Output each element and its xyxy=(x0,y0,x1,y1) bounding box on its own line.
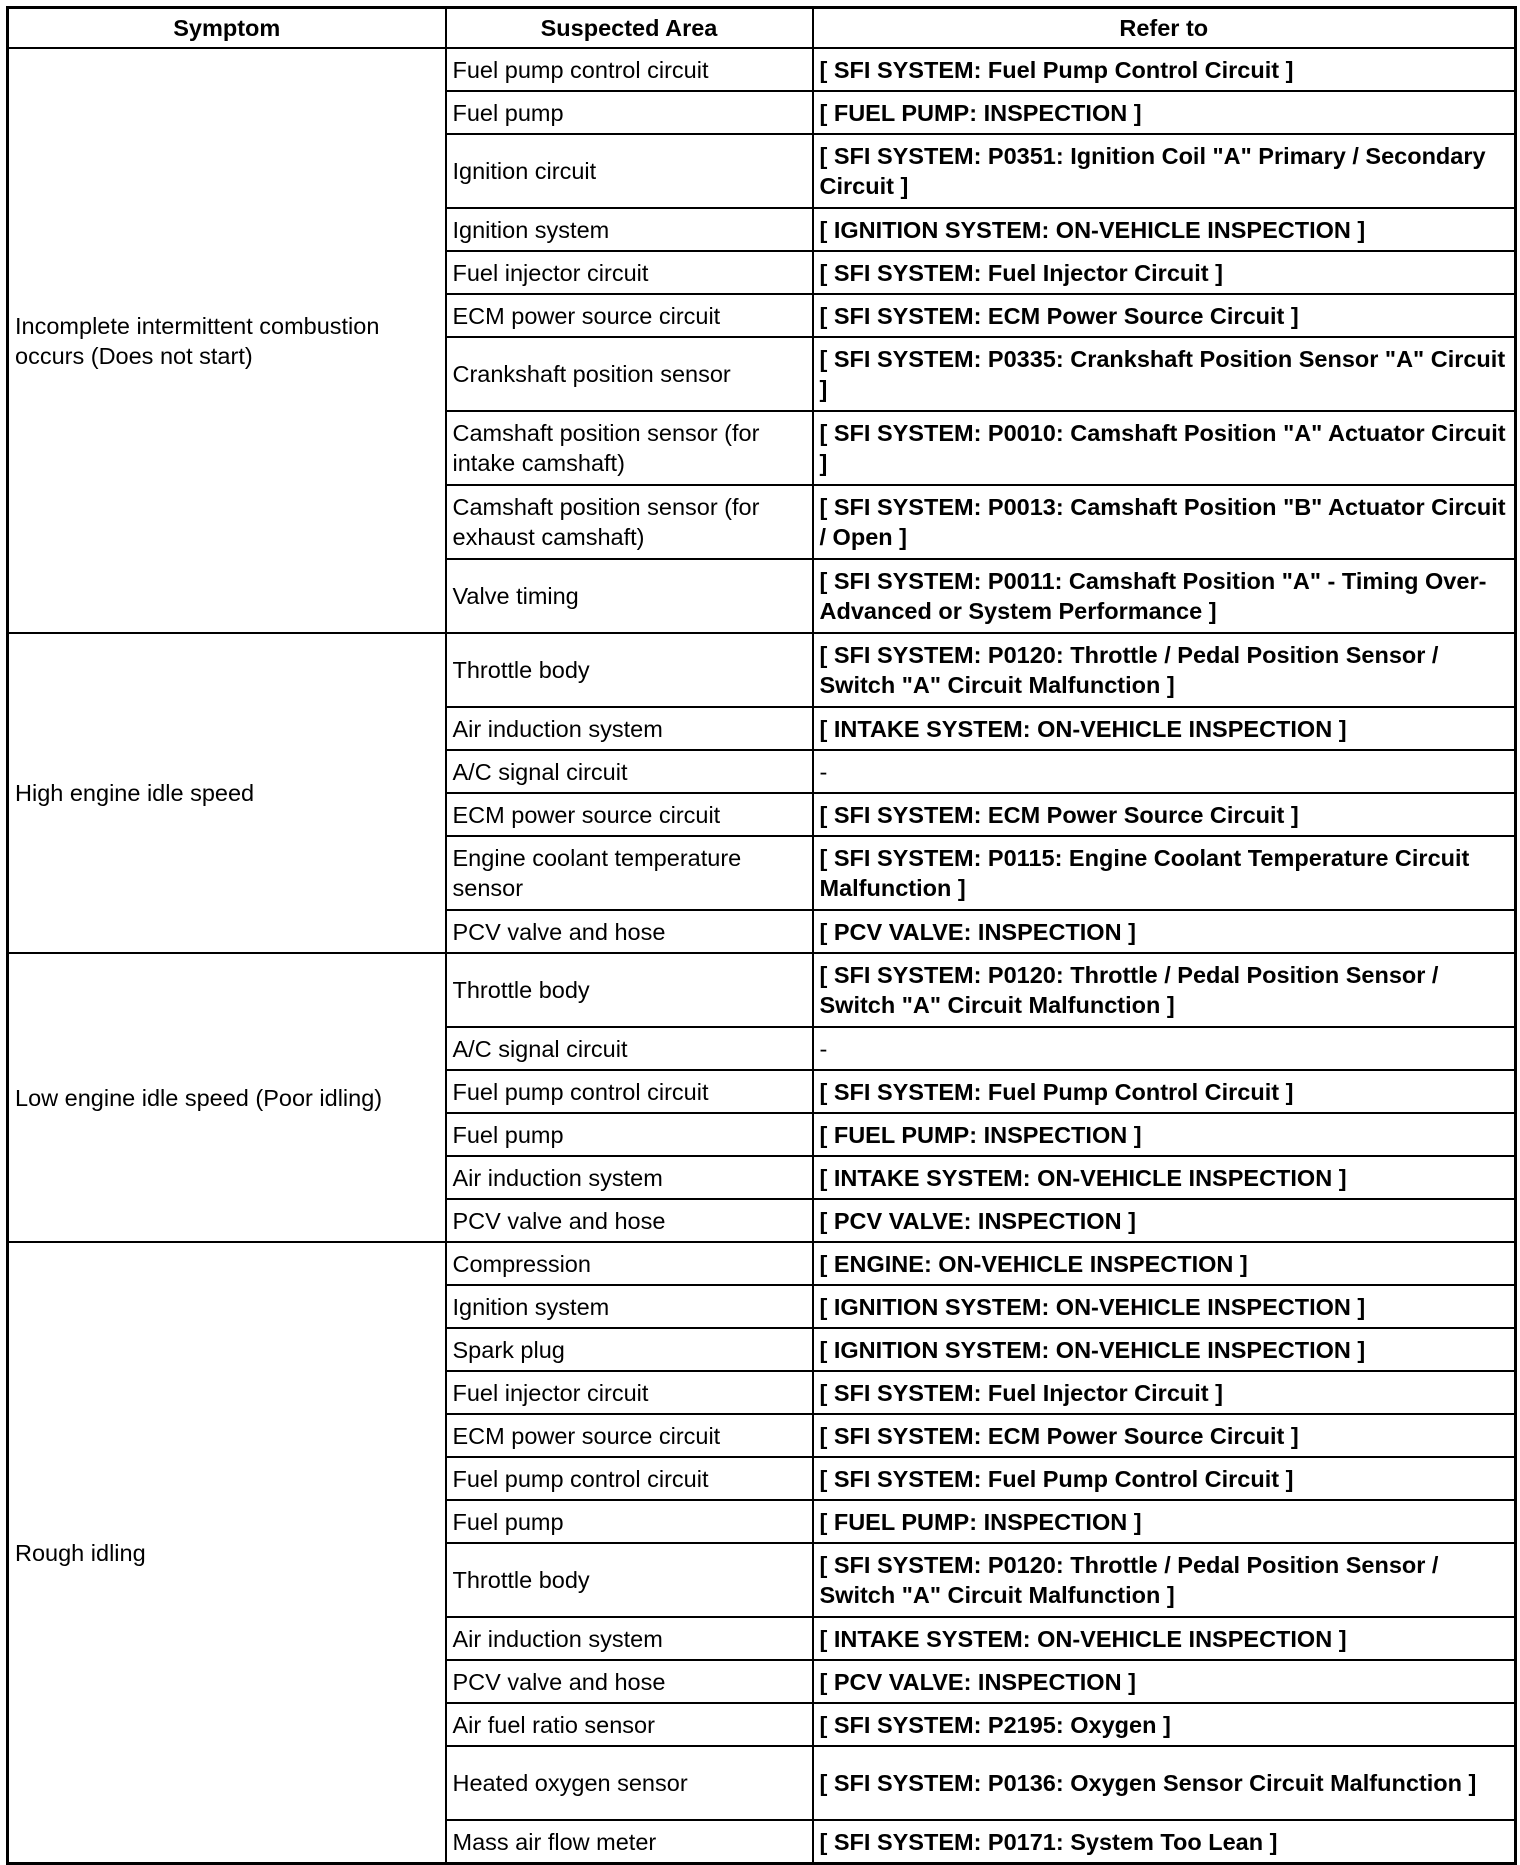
reference-link[interactable]: [ PCV VALVE: INSPECTION ] xyxy=(813,910,1516,953)
suspected-area-cell: PCV valve and hose xyxy=(446,1199,813,1242)
reference-link[interactable]: [ SFI SYSTEM: P0136: Oxygen Sensor Circuit Malfunction ] xyxy=(813,1746,1516,1820)
suspected-area-cell: PCV valve and hose xyxy=(446,910,813,953)
reference-link[interactable]: [ INTAKE SYSTEM: ON-VEHICLE INSPECTION ] xyxy=(813,707,1516,750)
reference-link[interactable]: [ SFI SYSTEM: P0351: Ignition Coil "A" Primary / Secondary Circuit ] xyxy=(813,134,1516,208)
suspected-area-cell: Air induction system xyxy=(446,1156,813,1199)
reference-link[interactable]: [ SFI SYSTEM: Fuel Pump Control Circuit ] xyxy=(813,1070,1516,1113)
suspected-area-cell: Valve timing xyxy=(446,559,813,633)
table-row xyxy=(8,1242,1516,1285)
reference-cell-empty: - xyxy=(813,1027,1516,1070)
refer-to-header: Refer to xyxy=(813,8,1516,49)
reference-link[interactable]: [ SFI SYSTEM: ECM Power Source Circuit ] xyxy=(813,793,1516,836)
reference-link[interactable]: [ SFI SYSTEM: Fuel Injector Circuit ] xyxy=(813,1371,1516,1414)
suspected-area-cell: Compression xyxy=(446,1242,813,1285)
reference-link[interactable]: [ INTAKE SYSTEM: ON-VEHICLE INSPECTION ] xyxy=(813,1156,1516,1199)
suspected-area-cell: Ignition circuit xyxy=(446,134,813,208)
suspected-area-cell: Ignition system xyxy=(446,1285,813,1328)
suspected-area-cell: Fuel pump control circuit xyxy=(446,1070,813,1113)
reference-link[interactable]: [ SFI SYSTEM: P0120: Throttle / Pedal Position Sensor / Switch "A" Circuit Malfunction ] xyxy=(813,953,1516,1027)
suspected-area-cell: Mass air flow meter xyxy=(446,1820,813,1864)
reference-link[interactable]: [ IGNITION SYSTEM: ON-VEHICLE INSPECTION ] xyxy=(813,1328,1516,1371)
suspected-area-cell: Spark plug xyxy=(446,1328,813,1371)
reference-link[interactable]: [ ENGINE: ON-VEHICLE INSPECTION ] xyxy=(813,1242,1516,1285)
suspected-area-cell: Throttle body xyxy=(446,633,813,707)
suspected-area-cell: Air induction system xyxy=(446,707,813,750)
suspected-area-cell: Throttle body xyxy=(446,953,813,1027)
reference-link[interactable]: [ PCV VALVE: INSPECTION ] xyxy=(813,1199,1516,1242)
reference-link[interactable]: [ SFI SYSTEM: Fuel Pump Control Circuit ] xyxy=(813,1457,1516,1500)
suspected-area-cell: ECM power source circuit xyxy=(446,1414,813,1457)
suspected-area-cell: PCV valve and hose xyxy=(446,1660,813,1703)
suspected-area-cell: Crankshaft position sensor xyxy=(446,337,813,411)
suspected-area-cell: Camshaft position sensor (for exhaust camshaft) xyxy=(446,485,813,559)
suspected-area-cell: Heated oxygen sensor xyxy=(446,1746,813,1820)
reference-link[interactable]: [ SFI SYSTEM: Fuel Pump Control Circuit ] xyxy=(813,48,1516,91)
reference-link[interactable]: [ SFI SYSTEM: P0010: Camshaft Position "A" Actuator Circuit ] xyxy=(813,411,1516,485)
reference-link[interactable]: [ SFI SYSTEM: P0171: System Too Lean ] xyxy=(813,1820,1516,1864)
reference-cell-empty: - xyxy=(813,750,1516,793)
suspected-area-cell: Fuel pump control circuit xyxy=(446,1457,813,1500)
table-row xyxy=(8,633,1516,707)
suspected-area-cell: A/C signal circuit xyxy=(446,1027,813,1070)
reference-link[interactable]: [ INTAKE SYSTEM: ON-VEHICLE INSPECTION ] xyxy=(813,1617,1516,1660)
reference-link[interactable]: [ SFI SYSTEM: ECM Power Source Circuit ] xyxy=(813,1414,1516,1457)
suspected-area-cell: Air induction system xyxy=(446,1617,813,1660)
suspected-area-cell: Ignition system xyxy=(446,208,813,251)
reference-link[interactable]: [ PCV VALVE: INSPECTION ] xyxy=(813,1660,1516,1703)
suspected-area-cell: Fuel pump control circuit xyxy=(446,48,813,91)
troubleshooting-table xyxy=(6,6,1517,1865)
suspected-area-header: Suspected Area xyxy=(446,8,813,49)
suspected-area-cell: Throttle body xyxy=(446,1543,813,1617)
reference-link[interactable]: [ IGNITION SYSTEM: ON-VEHICLE INSPECTION ] xyxy=(813,208,1516,251)
symptom-cell: Incomplete intermittent combustion occurs (Does not start) xyxy=(8,48,446,633)
table-row xyxy=(8,953,1516,1027)
reference-link[interactable]: [ IGNITION SYSTEM: ON-VEHICLE INSPECTION ] xyxy=(813,1285,1516,1328)
suspected-area-cell: Fuel injector circuit xyxy=(446,1371,813,1414)
reference-link[interactable]: [ SFI SYSTEM: P2195: Oxygen ] xyxy=(813,1703,1516,1746)
reference-link[interactable]: [ SFI SYSTEM: Fuel Injector Circuit ] xyxy=(813,251,1516,294)
reference-link[interactable]: [ FUEL PUMP: INSPECTION ] xyxy=(813,91,1516,134)
reference-link[interactable]: [ SFI SYSTEM: P0115: Engine Coolant Temperature Circuit Malfunction ] xyxy=(813,836,1516,910)
suspected-area-cell: Fuel injector circuit xyxy=(446,251,813,294)
table-row xyxy=(8,48,1516,91)
symptom-cell: High engine idle speed xyxy=(8,633,446,953)
suspected-area-cell: Camshaft position sensor (for intake camshaft) xyxy=(446,411,813,485)
suspected-area-cell: ECM power source circuit xyxy=(446,793,813,836)
reference-link[interactable]: [ FUEL PUMP: INSPECTION ] xyxy=(813,1113,1516,1156)
reference-link[interactable]: [ SFI SYSTEM: P0335: Crankshaft Position Sensor "A" Circuit ] xyxy=(813,337,1516,411)
reference-link[interactable]: [ SFI SYSTEM: P0013: Camshaft Position "B" Actuator Circuit / Open ] xyxy=(813,485,1516,559)
reference-link[interactable]: [ SFI SYSTEM: P0120: Throttle / Pedal Position Sensor / Switch "A" Circuit Malfunction ] xyxy=(813,633,1516,707)
suspected-area-cell: A/C signal circuit xyxy=(446,750,813,793)
suspected-area-cell: Engine coolant temperature sensor xyxy=(446,836,813,910)
reference-link[interactable]: [ SFI SYSTEM: P0120: Throttle / Pedal Position Sensor / Switch "A" Circuit Malfunction ] xyxy=(813,1543,1516,1617)
symptom-cell: Rough idling xyxy=(8,1242,446,1864)
suspected-area-cell: Fuel pump xyxy=(446,91,813,134)
reference-link[interactable]: [ SFI SYSTEM: P0011: Camshaft Position "A" - Timing Over-Advanced or System Performance ] xyxy=(813,559,1516,633)
suspected-area-cell: Air fuel ratio sensor xyxy=(446,1703,813,1746)
reference-link[interactable]: [ FUEL PUMP: INSPECTION ] xyxy=(813,1500,1516,1543)
suspected-area-cell: Fuel pump xyxy=(446,1500,813,1543)
reference-link[interactable]: [ SFI SYSTEM: ECM Power Source Circuit ] xyxy=(813,294,1516,337)
symptom-header: Symptom xyxy=(8,8,446,49)
symptom-cell: Low engine idle speed (Poor idling) xyxy=(8,953,446,1242)
header-row xyxy=(8,8,1516,49)
suspected-area-cell: Fuel pump xyxy=(446,1113,813,1156)
suspected-area-cell: ECM power source circuit xyxy=(446,294,813,337)
